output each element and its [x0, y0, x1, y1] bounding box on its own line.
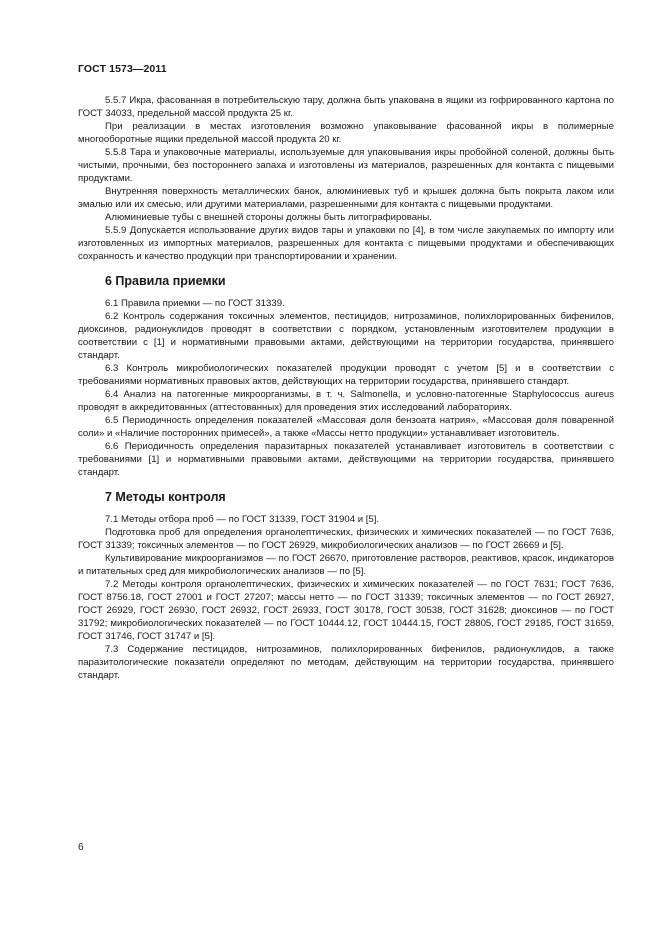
paragraph-6-6: 6.6 Периодичность определения паразитарных показателей устанавливает изготовитель в соответствии с требованиями [1] и нормативными правовыми актами, действующими на территории государства, принявшего стандарт. [78, 441, 614, 478]
paragraph-5-5-7: 5.5.7 Икра, фасованная в потребительскую тару, должна быть упакована в ящики из гофрированного картона по ГОСТ 34033, предельной массой продукта 25 кг. [78, 95, 614, 119]
paragraph-6-5: 6.5 Периодичность определения показателей «Массовая доля бензоата натрия», «Массовая доля поваренной соли» и «Наличие посторонних примесей», а также «Массы нетто продукции» устанавливает изготовитель. [78, 415, 614, 439]
paragraph-7-1: 7.1 Методы отбора проб — по ГОСТ 31339, ГОСТ 31904 и [5]. [105, 514, 380, 525]
paragraph: Подготовка проб для определения органолептических, физических и химических показателей — по ГОСТ 7636, ГОСТ 31339; токсичных элементов — по ГОСТ 26929, микробиологических анализов — по ГОСТ 26669 и [5]. [78, 527, 614, 551]
paragraph-5-5-9: 5.5.9 Допускается использование других видов тары и упаковки по [4], в том числе закупаемых по импорту или изготовленных из импортных материалов, разрешенных для контакта с пищевыми продуктами и обеспечивающих сохранность и качество продукции при транспортировании и хранении. [78, 225, 614, 262]
paragraph-6-3: 6.3 Контроль микробиологических показателей продукции проводят с учетом [5] и в соответствии с требованиями нормативных правовых актов, действующих на территории государства, принявшего стандарт. [78, 363, 614, 387]
paragraph-6-4: 6.4 Анализ на патогенные микроорганизмы, в т. ч. Salmonella, и условно-патогенные Staphylococcus aureus проводят в аккредитованных (аттестованных) для проведения этих исследований лабораториях. [78, 389, 614, 413]
paragraph: Внутренняя поверхность металлических банок, алюминиевых туб и крышек должна быть покрыта лаком или эмалью или их смесью, или другими материалами, разрешенными для контакта с пищевыми продуктами. [78, 186, 614, 210]
paragraph-6-2: 6.2 Контроль содержания токсичных элементов, пестицидов, нитрозаминов, полихлорированных бифенилов, диоксинов, радионуклидов проводят в соответствии с порядком, установленным изготовителем продукции в соответствии с [1] и нормативными правовыми актами, действующими на территории государства, принявшего стандарт. [78, 311, 614, 361]
paragraph: Алюминиевые тубы с внешней стороны должны быть литографированы. [105, 212, 432, 223]
paragraph-5-5-8: 5.5.8 Тара и упаковочные материалы, используемые для упаковывания икры пробойной соленой, должны быть чистыми, прочными, без постороннего запаха и изготовлены из материалов, разрешенных для контакта с пищевыми продуктами. [78, 147, 614, 184]
page-number: 6 [78, 842, 84, 853]
paragraph: Культивирование микроорганизмов — по ГОСТ 26670, приготовление растворов, реактивов, красок, индикаторов и питательных сред для микробиологических анализов — по [5]. [78, 553, 614, 577]
paragraph-7-3: 7.3 Содержание пестицидов, нитрозаминов, полихлорированных бифенилов, радионуклидов, а также паразитологические показатели определяют по методам, действующим на территории государства, принявшего стандарт. [78, 644, 614, 681]
section-heading-7: 7 Методы контроля [105, 490, 226, 504]
paragraph-6-1: 6.1 Правила приемки — по ГОСТ 31339. [105, 298, 285, 309]
document-body [78, 94, 614, 682]
section-heading-6: 6 Правила приемки [105, 274, 226, 288]
paragraph: При реализации в местах изготовления возможно упаковывание фасованной икры в полимерные многооборотные ящики предельной массой продукта 20 кг. [78, 121, 614, 145]
document-header: ГОСТ 1573—2011 [78, 63, 167, 75]
paragraph-7-2: 7.2 Методы контроля органолептических, физических и химических показателей — по ГОСТ 7631; ГОСТ 7636, ГОСТ 8756.18, ГОСТ 27001 и ГОСТ 27207; массы нетто — по ГОСТ 31339; токсичных элементов — по ГОСТ 26927, ГОСТ 26929, ГОСТ 26930, ГОСТ 26932, ГОСТ 26933, ГОСТ 30178, ГОСТ 30538, ГОСТ 31628; диоксинов — по ГОСТ 31792; микробиологических показателей — по ГОСТ 10444.12, ГОСТ 10444.15, ГОСТ 28805, ГОСТ 29185, ГОСТ 31659, ГОСТ 31746, ГОСТ 31747 и [5]. [78, 579, 614, 642]
